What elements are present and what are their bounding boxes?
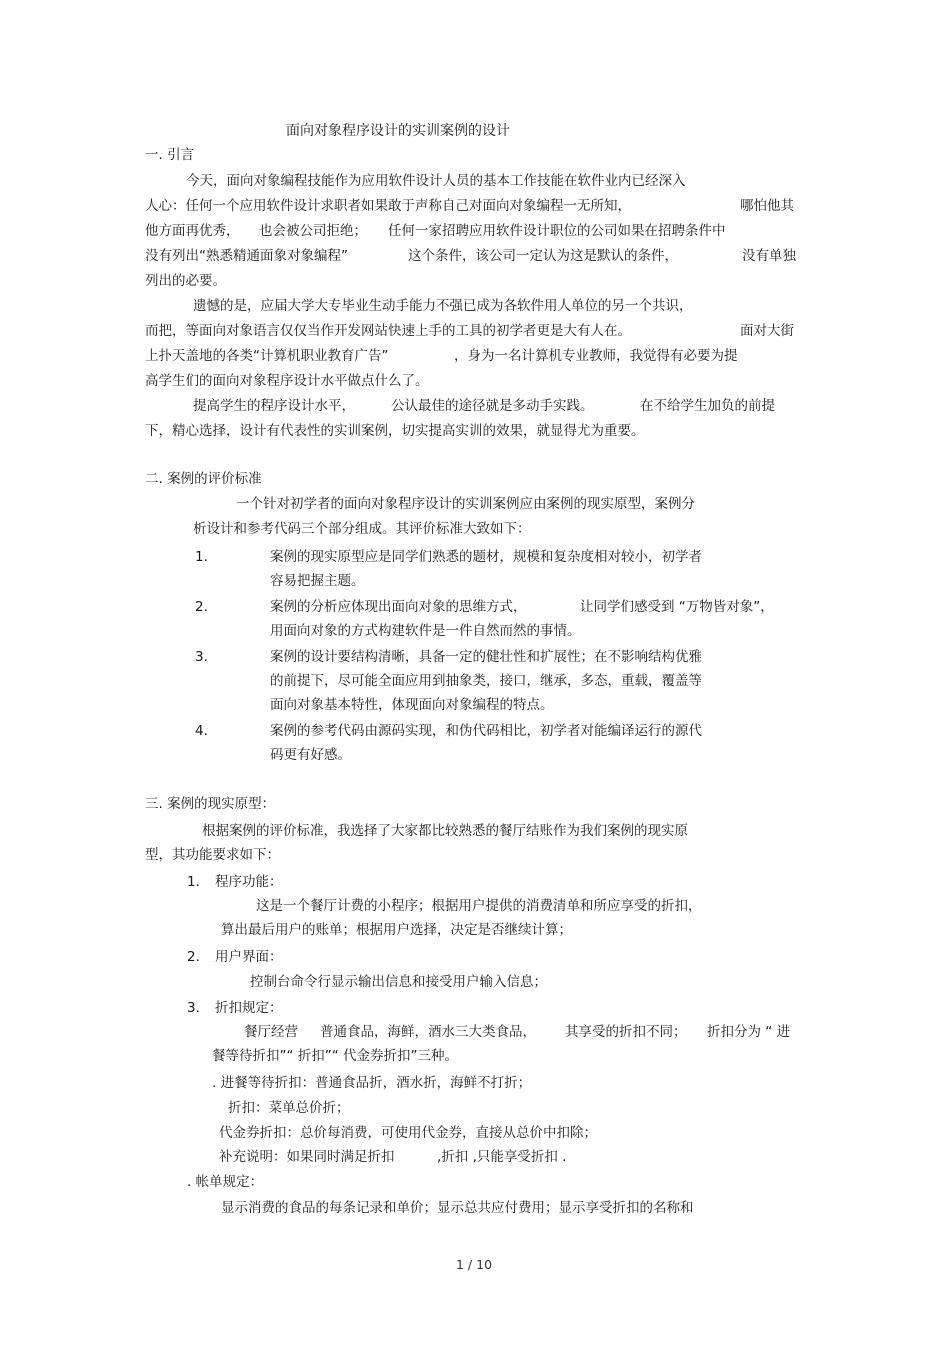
requirement-line: 其享受的折扣不同； [565, 1024, 687, 1040]
sec1-line: 人心：任何一个应用软件设计求职者如果敢于声称自己对面向对象编程一无所知， [145, 198, 631, 214]
criteria-line: 案例的现实原型应是同学们熟悉的题材，规模和复杂度相对较小，初学者 [270, 549, 702, 565]
requirement-line: 这是一个餐厅计费的小程序；根据用户提供的消费清单和所应享受的折扣， [256, 898, 702, 914]
sec1-line: 没有列出“熟悉精通面象对象编程” [145, 248, 348, 264]
section-3-heading: 三. 案例的现实原型： [145, 796, 276, 812]
sec2-intro-line: 析设计和参考代码三个部分组成。其评价标准大致如下： [193, 521, 531, 537]
criteria-line: 容易把握主题。 [270, 573, 365, 589]
discount-rule: 代金券折扣：总价每消费，可使用代金券，直接从总价中扣除； [219, 1125, 597, 1141]
sec1-line: 哪怕他其 [740, 198, 794, 214]
section-1-heading: 一. 引言 [145, 147, 195, 163]
requirement-label: 程序功能： [215, 874, 283, 890]
discount-rule: . 进餐等待折扣：普通食品折，酒水折，海鲜不打折； [212, 1075, 532, 1091]
requirement-number: 1． [187, 874, 210, 890]
sec1-line: 他方面再优秀， [145, 223, 240, 239]
criteria-line: 面向对象基本特性，体现面向对象编程的特点。 [270, 697, 554, 713]
discount-rule: 补充说明：如果同时满足折扣 [219, 1149, 395, 1165]
requirement-line: 餐厅经营 [244, 1024, 298, 1040]
section-2-heading: 二. 案例的评价标准 [145, 471, 262, 487]
sec1-line: 没有单独 [742, 248, 796, 264]
sec1-line: 面对大街 [740, 323, 794, 339]
requirement-number: 3． [187, 1000, 210, 1016]
page-number: 1 / 10 [456, 1257, 493, 1272]
sec1-line: 公认最佳的途径就是多动手实践。 [391, 398, 594, 414]
criteria-number: 4. [195, 723, 208, 739]
requirement-line: 算出最后用户的账单；根据用户选择，决定是否继续计算； [221, 922, 572, 938]
criteria-line: 让同学们感受到 “万物皆对象”， [580, 599, 774, 615]
sec1-line: ，身为一名计算机专业教师，我觉得有必要为提 [454, 348, 738, 364]
criteria-line: 码更有好感。 [270, 747, 351, 763]
sec1-line: 列出的必要。 [145, 273, 226, 289]
criteria-number: 2. [195, 599, 208, 615]
sec1-line: 提高学生的程序设计水平， [193, 398, 355, 414]
criteria-line: 用面向对象的方式构建软件是一件自然而然的事情。 [270, 623, 581, 639]
sec1-line: 这个条件，该公司一定认为这是默认的条件， [408, 248, 678, 264]
requirement-label: 用户界面： [215, 949, 283, 965]
sec3-intro-line: 根据案例的评价标准，我选择了大家都比较熟悉的餐厅结账作为我们案例的现实原 [202, 823, 688, 839]
criteria-line: 的前提下，尽可能全面应用到抽象类，接口，继承，多态，重载，覆盖等 [270, 673, 702, 689]
sec1-line: 遗憾的是，应届大学大专毕业生动手能力不强已成为各软件用人单位的另一个共识， [193, 298, 693, 314]
requirement-number: 2． [187, 949, 210, 965]
sec1-line: 下，精心选择，设计有代表性的实训案例，切实提高实训的效果，就显得尤为重要。 [145, 423, 645, 439]
sec1-line: 高学生们的面向对象程序设计水平做点什么了。 [145, 373, 429, 389]
bill-rule-label: . 帐单规定： [187, 1174, 264, 1190]
bill-rule-line: 显示消费的食品的每条记录和单价；显示总共应付费用；显示享受折扣的名称和 [221, 1200, 694, 1216]
requirement-line: 控制台命令行显示输出信息和接受用户输入信息； [250, 974, 547, 990]
discount-rule: ,折扣 ,只能享受折扣 . [437, 1149, 567, 1165]
sec1-line: 今天，面向对象编程技能作为应用软件设计人员的基本工作技能在软件业内已经深入 [186, 173, 686, 189]
sec1-line: 也会被公司拒绝； [259, 223, 367, 239]
discount-rule: 折扣：菜单总价折； [228, 1100, 350, 1116]
requirement-line: 普通食品，海鲜，酒水三大类食品， [320, 1024, 536, 1040]
criteria-line: 案例的设计要结构清晰，具备一定的健壮性和扩展性；在不影响结构优雅 [270, 649, 702, 665]
requirement-line: 餐等待折扣”“ 折扣”“ 代金券折扣”三种。 [212, 1048, 459, 1064]
sec1-line: 任何一家招聘应用软件设计职位的公司如果在招聘条件中 [388, 223, 726, 239]
sec1-line: 在不给学生加负的前提 [640, 398, 775, 414]
criteria-line: 案例的分析应体现出面向对象的思维方式， [270, 599, 527, 615]
document-title: 面向对象程序设计的实训案例的设计 [286, 123, 510, 139]
criteria-line: 案例的参考代码由源码实现，和伪代码相比，初学者对能编译运行的源代 [270, 723, 702, 739]
criteria-number: 1. [195, 549, 208, 565]
sec1-line: 上扑天盖地的各类“计算机职业教育广告” [145, 348, 389, 364]
sec1-line: 而把，等面向对象语言仅仅当作开发网站快速上手的工具的初学者更是大有人在。 [145, 323, 631, 339]
criteria-number: 3. [195, 649, 208, 665]
requirement-line: 折扣分为 “ 进 [707, 1024, 791, 1040]
sec3-intro-line: 型，其功能要求如下： [145, 847, 280, 863]
requirement-label: 折扣规定： [215, 1000, 283, 1016]
sec2-intro-line: 一个针对初学者的面向对象程序设计的实训案例应由案例的现实原型，案例分 [236, 496, 695, 512]
